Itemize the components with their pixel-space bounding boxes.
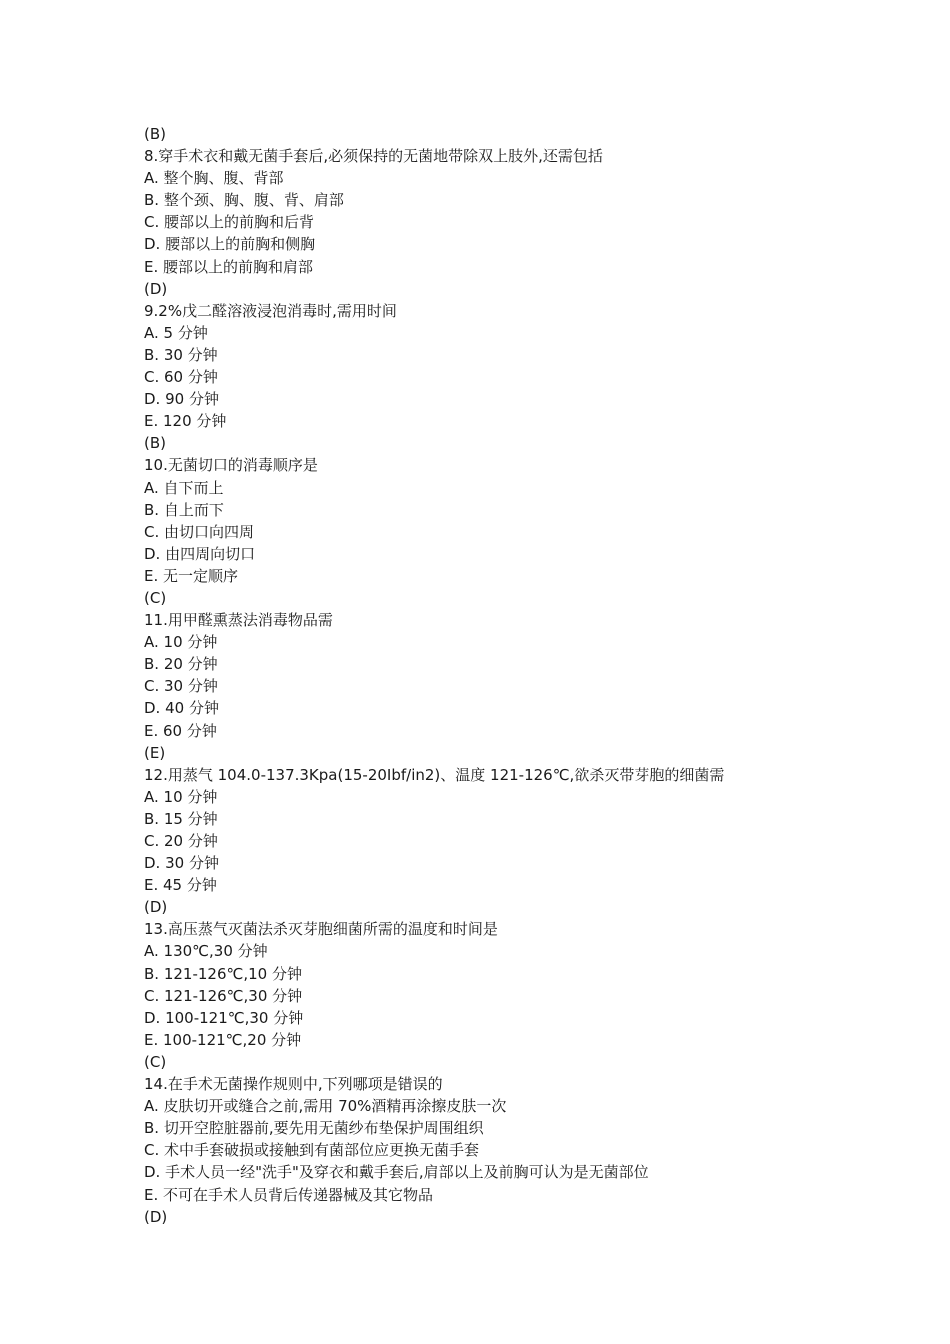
option-line: B. 15 分钟 <box>144 809 218 828</box>
option-line: B. 切开空腔脏器前,要先用无菌纱布垫保护周围组织 <box>144 1119 484 1138</box>
answer-line: (C) <box>144 588 167 607</box>
option-line: B. 121-126℃,10 分钟 <box>144 964 302 983</box>
question-10: 10.无菌切口的消毒顺序是 <box>144 456 318 475</box>
question-13: 13.高压蒸气灭菌法杀灭芽胞细菌所需的温度和时间是 <box>144 920 498 939</box>
option-line: D. 30 分钟 <box>144 854 219 873</box>
answer-line: (B) <box>144 434 166 453</box>
question-11: 11.用甲醛熏蒸法消毒物品需 <box>144 611 333 630</box>
option-line: C. 30 分钟 <box>144 677 218 696</box>
option-line: C. 腰部以上的前胸和后背 <box>144 213 315 232</box>
answer-line: (C) <box>144 1052 167 1071</box>
option-line: C. 由切口向四周 <box>144 522 255 541</box>
question-8: 8.穿手术衣和戴无菌手套后,必须保持的无菌地带除双上肢外,还需包括 <box>144 147 603 166</box>
answer-line: (D) <box>144 898 168 917</box>
option-line: B. 20 分钟 <box>144 655 218 674</box>
option-line: D. 手术人员一经"洗手"及穿衣和戴手套后,肩部以上及前胸可认为是无菌部位 <box>144 1163 649 1182</box>
option-line: D. 100-121℃,30 分钟 <box>144 1008 304 1027</box>
question-12: 12.用蒸气 104.0-137.3Kpa(15-20Ibf/in2)、温度 121-126℃,欲杀灭带芽胞的细菌需 <box>144 765 725 784</box>
option-line: D. 由四周向切口 <box>144 544 256 563</box>
option-line: A. 5 分钟 <box>144 323 208 342</box>
option-line: D. 腰部以上的前胸和侧胸 <box>144 235 316 254</box>
option-line: B. 整个颈、胸、腹、背、肩部 <box>144 191 344 210</box>
option-line: E. 120 分钟 <box>144 412 227 431</box>
answer-line: (D) <box>144 279 168 298</box>
option-line: E. 60 分钟 <box>144 721 217 740</box>
answer-line: (D) <box>144 1207 168 1226</box>
option-line: E. 45 分钟 <box>144 876 217 895</box>
option-line: B. 自上而下 <box>144 500 224 519</box>
option-line: A. 皮肤切开或缝合之前,需用 70%酒精再涂擦皮肤一次 <box>144 1097 507 1116</box>
option-line: C. 20 分钟 <box>144 832 218 850</box>
option-line: E. 无一定顺序 <box>144 566 239 585</box>
option-line: A. 整个胸、腹、背部 <box>144 169 284 188</box>
answer-line: (B) <box>144 125 166 143</box>
option-line: C. 121-126℃,30 分钟 <box>144 986 303 1005</box>
question-14: 14.在手术无菌操作规则中,下列哪项是错误的 <box>144 1075 443 1094</box>
option-line: D. 90 分钟 <box>144 390 219 409</box>
option-line: A. 130℃,30 分钟 <box>144 942 268 961</box>
option-line: C. 60 分钟 <box>144 368 218 387</box>
answer-line: (E) <box>144 743 166 762</box>
option-line: A. 10 分钟 <box>144 633 218 652</box>
document-page <box>144 123 924 1228</box>
option-line: E. 100-121℃,20 分钟 <box>144 1030 302 1049</box>
option-line: E. 不可在手术人员背后传递器械及其它物品 <box>144 1185 434 1204</box>
option-line: E. 腰部以上的前胸和肩部 <box>144 257 314 276</box>
option-line: B. 30 分钟 <box>144 345 218 364</box>
option-line: C. 术中手套破损或接触到有菌部位应更换无菌手套 <box>144 1141 480 1160</box>
question-9: 9.2%戊二醛溶液浸泡消毒时,需用时间 <box>144 301 397 320</box>
option-line: D. 40 分钟 <box>144 699 219 718</box>
option-line: A. 自下而上 <box>144 478 224 497</box>
option-line: A. 10 分钟 <box>144 787 218 806</box>
